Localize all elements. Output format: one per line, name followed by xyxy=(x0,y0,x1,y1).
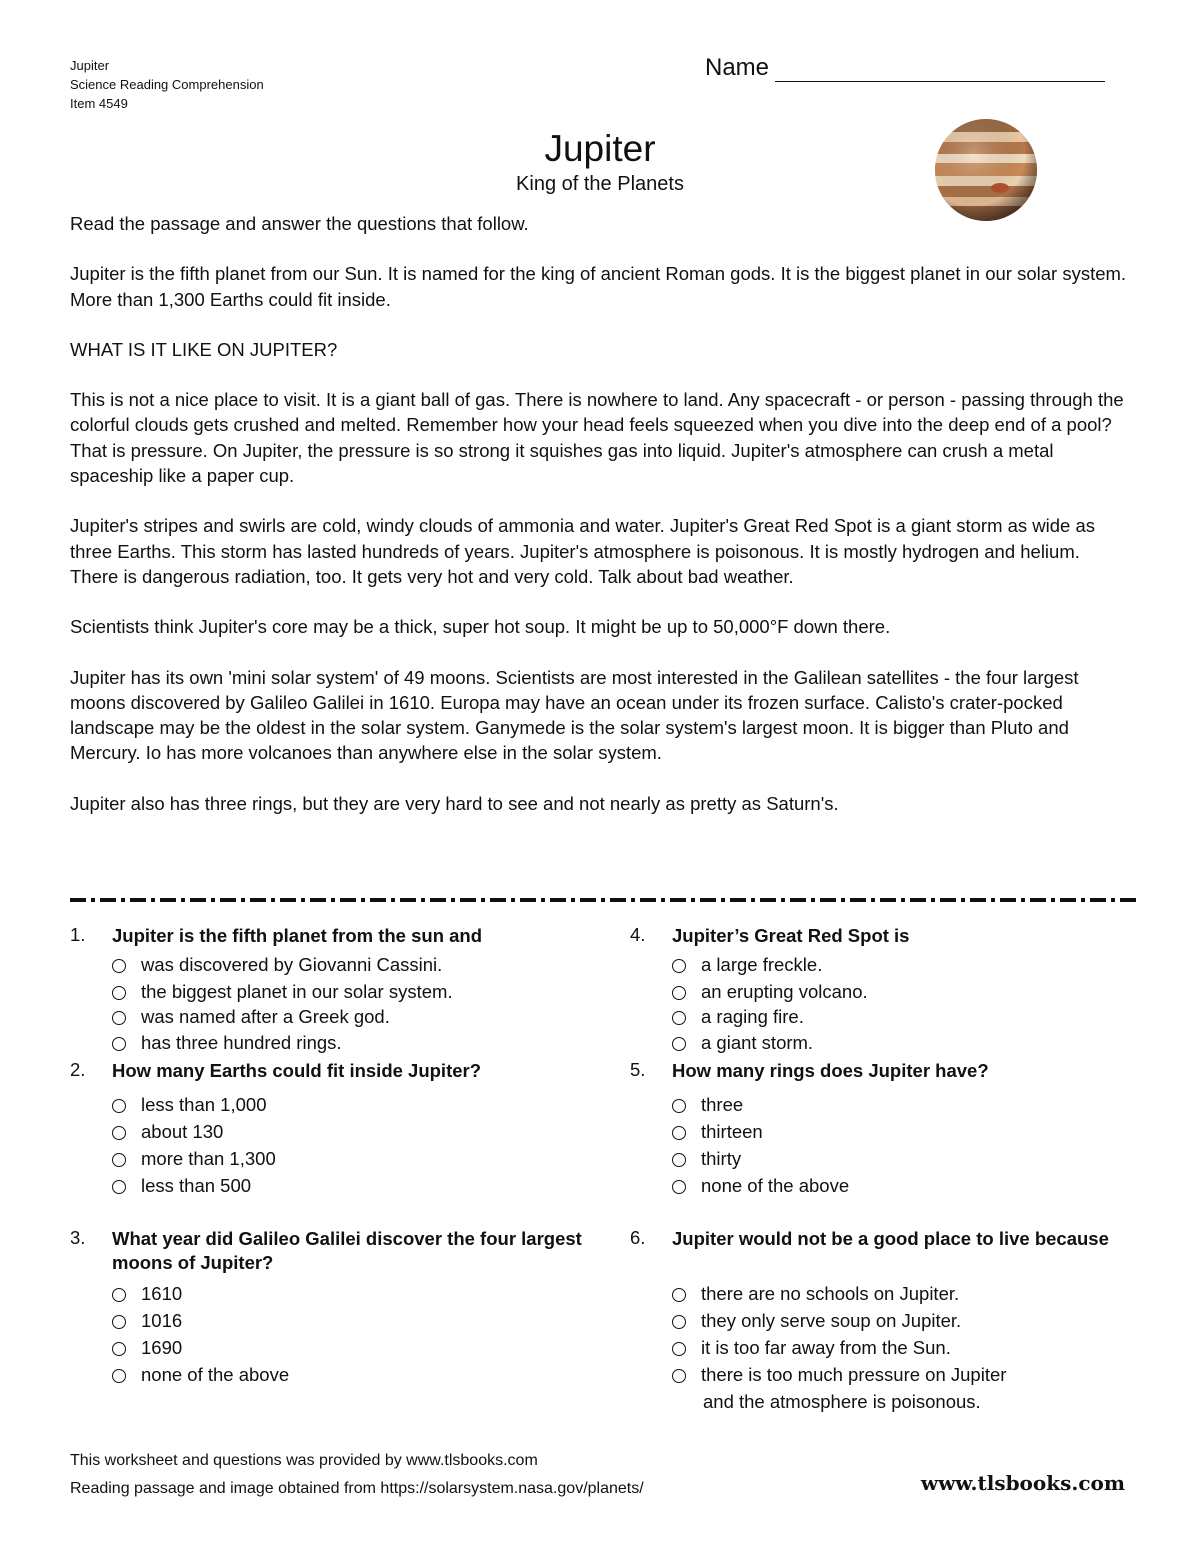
answer-option-label: a raging fire. xyxy=(701,1006,804,1027)
radio-circle-icon[interactable] xyxy=(112,959,126,973)
answer-option-label: thirty xyxy=(701,1148,742,1169)
radio-circle-icon[interactable] xyxy=(672,1369,686,1383)
worksheet-meta xyxy=(70,56,264,113)
passage-heading: WHAT IS IT LIKE ON JUPITER? xyxy=(70,338,338,360)
answer-option-label: an erupting volcano. xyxy=(701,981,868,1002)
radio-circle-icon[interactable] xyxy=(672,1342,686,1356)
radio-circle-icon[interactable] xyxy=(112,986,126,1000)
passage-paragraph: This is not a nice place to visit. It is a giant ball of gas. There is nowhere to land. Any spacecraft - or person - passing through the colorful clouds gets crushed and melted. Remember how your head feels squeezed when you dive into the deep end of a pool? That is pressure. On Jupiter, the pressure is so strong it squishes gas into liquid. Jupiter's atmosphere can crush a metal spaceship like a paper cup. xyxy=(70,389,1124,487)
answer-option[interactable] xyxy=(112,1092,266,1119)
answer-option[interactable] xyxy=(672,1119,763,1146)
answer-option[interactable] xyxy=(672,1362,1006,1389)
question-number: 1. xyxy=(70,924,86,945)
radio-circle-icon[interactable] xyxy=(672,1288,686,1302)
answer-option-continuation: and the atmosphere is poisonous. xyxy=(703,1391,981,1412)
answer-option-label: none of the above xyxy=(701,1175,850,1196)
answer-option-label: there is too much pressure on Jupiter xyxy=(701,1364,1007,1385)
answer-option[interactable] xyxy=(112,1281,182,1308)
radio-circle-icon[interactable] xyxy=(672,1037,686,1051)
answer-option[interactable] xyxy=(672,1146,741,1173)
page-subtitle: King of the Planets xyxy=(516,173,684,195)
answer-option[interactable] xyxy=(672,1281,959,1308)
answer-option[interactable] xyxy=(672,979,868,1006)
passage-paragraph: Jupiter's stripes and swirls are cold, windy clouds of ammonia and water. Jupiter's Great Red Spot is a giant storm as wide as three Earths. This storm has lasted hundreds of years. Jupiter's atmosphere is poisonous. It is mostly hydrogen and helium. There is dangerous radiation, too. It gets very hot and very cold. Talk about bad weather. xyxy=(70,515,1096,587)
question-text: Jupiter’s Great Red Spot is xyxy=(672,925,910,946)
answer-option[interactable] xyxy=(672,1004,804,1031)
name-label: Name xyxy=(705,54,770,81)
meta-item-number: Item 4549 xyxy=(70,96,128,111)
answer-option[interactable] xyxy=(672,1092,743,1119)
question-text: Jupiter is the fifth planet from the sun and xyxy=(112,925,483,946)
page-title: Jupiter xyxy=(544,128,656,169)
answer-option[interactable] xyxy=(112,1335,182,1362)
answer-option-label: less than 500 xyxy=(141,1175,252,1196)
answer-option[interactable] xyxy=(672,1308,961,1335)
radio-circle-icon[interactable] xyxy=(112,1037,126,1051)
answer-option[interactable] xyxy=(112,1362,289,1389)
question-number: 6. xyxy=(630,1227,646,1248)
radio-circle-icon[interactable] xyxy=(672,1011,686,1025)
question-number: 3. xyxy=(70,1227,86,1248)
answer-option-label: it is too far away from the Sun. xyxy=(701,1337,951,1358)
passage-paragraph: Jupiter also has three rings, but they are very hard to see and not nearly as pretty as Saturn's. xyxy=(70,792,839,814)
answer-option-label: none of the above xyxy=(141,1364,290,1385)
passage-paragraph: Jupiter has its own 'mini solar system' of 49 moons. Scientists are most interested in the Galilean satellites - the four largest moons discovered by Galileo Galilei in 1610. Europa may have an ocean under its frozen surface. Calisto's crater-pocked landscape may be the oldest in the solar system. Ganymede is the solar system's largest moon. It is bigger than Pluto and Mercury. Io has more volcanoes than anywhere else in the solar system. xyxy=(70,666,1079,764)
radio-circle-icon[interactable] xyxy=(112,1126,126,1140)
radio-circle-icon[interactable] xyxy=(112,1011,126,1025)
radio-circle-icon[interactable] xyxy=(112,1369,126,1383)
answer-option-label: was named after a Greek god. xyxy=(141,1006,390,1027)
answer-option-label: they only serve soup on Jupiter. xyxy=(701,1310,962,1331)
radio-circle-icon[interactable] xyxy=(112,1180,126,1194)
radio-circle-icon[interactable] xyxy=(112,1099,126,1113)
footer-credits xyxy=(70,1447,644,1503)
passage-paragraph: Scientists think Jupiter's core may be a thick, super hot soup. It might be up to 50,000°F down there. xyxy=(70,616,891,638)
passage-paragraph: Jupiter is the fifth planet from our Sun. It is named for the king of ancient Roman gods. It is the biggest planet in our solar system. More than 1,300 Earths could fit inside. xyxy=(70,263,1127,310)
question-text: How many Earths could fit inside Jupiter? xyxy=(112,1060,482,1081)
question-text: What year did Galileo Galilei discover the four largest moons of Jupiter? xyxy=(112,1228,582,1273)
credit-line: This worksheet and questions was provided by www.tlsbooks.com xyxy=(70,1452,538,1469)
jupiter-image xyxy=(934,118,1038,222)
meta-subject: Science Reading Comprehension xyxy=(70,77,264,92)
answer-option-label: a giant storm. xyxy=(701,1032,814,1053)
radio-circle-icon[interactable] xyxy=(672,1315,686,1329)
answer-option[interactable] xyxy=(112,1004,390,1031)
answer-option[interactable] xyxy=(112,1030,342,1057)
answer-option-label: was discovered by Giovanni Cassini. xyxy=(141,954,443,975)
answer-option[interactable] xyxy=(672,952,822,979)
radio-circle-icon[interactable] xyxy=(112,1288,126,1302)
radio-circle-icon[interactable] xyxy=(112,1315,126,1329)
dash-dot-divider xyxy=(70,897,1140,903)
answer-option-label: a large freckle. xyxy=(701,954,823,975)
answer-option[interactable] xyxy=(112,1308,182,1335)
radio-circle-icon[interactable] xyxy=(672,986,686,1000)
answer-option-label: has three hundred rings. xyxy=(141,1032,342,1053)
question-number: 5. xyxy=(630,1059,646,1080)
answer-option[interactable] xyxy=(672,1173,849,1200)
radio-circle-icon[interactable] xyxy=(672,1126,686,1140)
radio-circle-icon[interactable] xyxy=(112,1153,126,1167)
radio-circle-icon[interactable] xyxy=(672,1099,686,1113)
answer-option-label: three xyxy=(701,1094,744,1115)
answer-option-label: 1610 xyxy=(141,1283,183,1304)
answer-option-label: thirteen xyxy=(701,1121,763,1142)
reading-passage xyxy=(70,211,1130,841)
answer-option[interactable] xyxy=(672,1030,813,1057)
name-field xyxy=(705,54,1105,82)
meta-topic: Jupiter xyxy=(70,58,110,73)
answer-option-label: the biggest planet in our solar system. xyxy=(141,981,453,1002)
question-text: How many rings does Jupiter have? xyxy=(672,1060,989,1081)
answer-option-label: 1690 xyxy=(141,1337,183,1358)
site-link[interactable]: www.tlsbooks.com xyxy=(920,1471,1125,1495)
question-number: 4. xyxy=(630,924,646,945)
question-text: Jupiter would not be a good place to live because xyxy=(672,1228,1109,1249)
radio-circle-icon[interactable] xyxy=(672,1180,686,1194)
credit-line: Reading passage and image obtained from https://solarsystem.nasa.gov/planets/ xyxy=(70,1480,644,1497)
radio-circle-icon[interactable] xyxy=(112,1342,126,1356)
answer-option[interactable] xyxy=(112,952,442,979)
answer-option[interactable] xyxy=(112,1173,251,1200)
passage-instructions: Read the passage and answer the questions that follow. xyxy=(70,213,529,234)
question-number: 2. xyxy=(70,1059,86,1080)
radio-circle-icon[interactable] xyxy=(672,1153,686,1167)
answer-option[interactable] xyxy=(112,1119,223,1146)
radio-circle-icon[interactable] xyxy=(672,959,686,973)
answer-option-label: there are no schools on Jupiter. xyxy=(701,1283,960,1304)
answer-option-label: less than 1,000 xyxy=(141,1094,267,1115)
answer-option-label: about 130 xyxy=(141,1121,224,1142)
answer-option-label: 1016 xyxy=(141,1310,183,1331)
answer-option-label: more than 1,300 xyxy=(141,1148,276,1169)
name-blank-line[interactable] xyxy=(775,59,1105,82)
answer-option[interactable] xyxy=(112,979,453,1006)
answer-option[interactable] xyxy=(112,1146,276,1173)
answer-option[interactable] xyxy=(672,1335,951,1362)
